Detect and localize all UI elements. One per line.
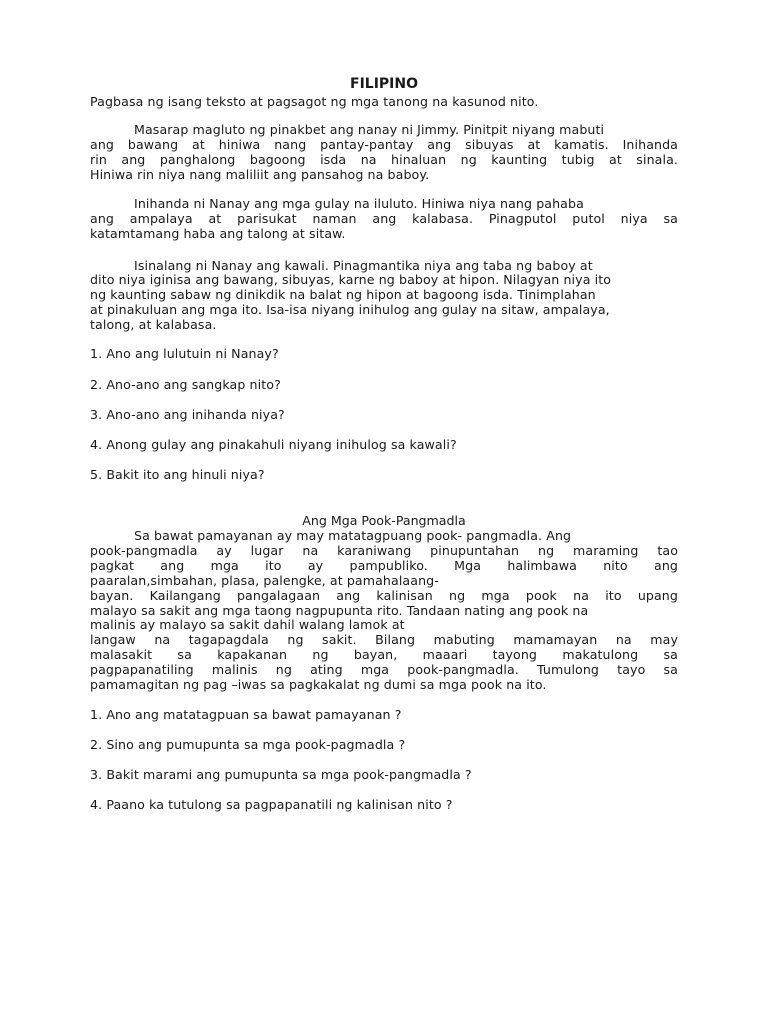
question-item: 4. Paano ka tutulong sa pagpapanatili ng kalinisan nito ? [90,797,453,812]
story-p3-line: talong, at kalabasa. [90,317,217,332]
essay-line: bayan. Kailangang pangalagaan ang kalinisan ng mga pook na ito upang [90,588,678,603]
essay-line: Sa bawat pamayanan ay may matatagpuang pook- pangmadla. Ang [134,528,572,543]
story-p1-line: Hiniwa rin niya nang maliliit ang pansahog na baboy. [90,167,430,182]
essay-line: pamamagitan ng pag –iwas sa pagkakalat ng dumi sa mga pook na ito. [90,677,547,692]
story-p1-line: Masarap magluto ng pinakbet ang nanay ni Jimmy. Pinitpit niyang mabuti [134,122,605,137]
essay-line: pook-pangmadla ay lugar na karaniwang pinupuntahan ng maraming tao [90,543,678,558]
story-p1-line: rin ang panghalong bagoong isda na hinaluan ng kaunting tubig at sinala. [90,152,678,167]
instructions: Pagbasa ng isang teksto at pagsagot ng mga tanong na kasunod nito. [90,94,539,109]
question-item: 3. Ano-ano ang inihanda niya? [90,407,285,422]
story-p2-line: ang ampalaya at parisukat naman ang kalabasa. Pinagputol putol niya sa [90,211,678,226]
essay-line: malinis ay malayo sa sakit dahil walang lamok at [90,617,405,632]
essay-line: malayo sa sakit ang mga taong nagpupunta rito. Tandaan nating ang pook na [90,603,589,618]
question-item: 1. Ano ang matatagpuan sa bawat pamayanan ? [90,707,402,722]
essay-line: langaw na tagapagdala ng sakit. Bilang mabuting mamamayan na may [90,632,678,647]
story-p1-line: ang bawang at hiniwa nang pantay-pantay ang sibuyas at kamatis. Inihanda [90,137,678,152]
question-item: 4. Anong gulay ang pinakahuli niyang inihulog sa kawali? [90,437,457,452]
question-item: 3. Bakit marami ang pumupunta sa mga pook-pangmadla ? [90,767,472,782]
story-p2-line: katamtamang haba ang talong at sitaw. [90,226,346,241]
story-p3-line: dito niya iginisa ang bawang, sibuyas, karne ng baboy at hipon. Nilagyan niya ito [90,272,612,287]
question-item: 2. Ano-ano ang sangkap nito? [90,377,281,392]
question-item: 5. Bakit ito ang hinuli niya? [90,467,265,482]
story-p2-line: Inihanda ni Nanay ang mga gulay na iluluto. Hiniwa niya nang pahaba [134,196,584,211]
story-p3-line: at pinakuluan ang mga ito. Isa-isa niyang inihulog ang gulay na sitaw, ampalaya, [90,302,610,317]
essay-title: Ang Mga Pook-Pangmadla [302,513,466,528]
question-item: 1. Ano ang lulutuin ni Nanay? [90,346,279,361]
essay-line: paaralan,simbahan, plasa, palengke, at pamahalaang- [90,573,439,588]
story-p3-line: Isinalang ni Nanay ang kawali. Pinagmantika niya ang taba ng baboy at [134,258,593,273]
essay-line: pagpapanatiling malinis ng ating mga pook-pangmadla. Tumulong tayo sa [90,662,678,677]
essay-line: malasakit sa kapakanan ng bayan, maaari tayong makatulong sa [90,647,678,662]
question-item: 2. Sino ang pumupunta sa mga pook-pagmadla ? [90,737,406,752]
essay-line: pagkat ang mga ito ay pampubliko. Mga halimbawa nito ang [90,558,678,573]
page-title: FILIPINO [350,76,418,92]
story-p3-line: ng kaunting sabaw ng dinikdik na balat ng hipon at bagoong isda. Tinimplahan [90,287,596,302]
